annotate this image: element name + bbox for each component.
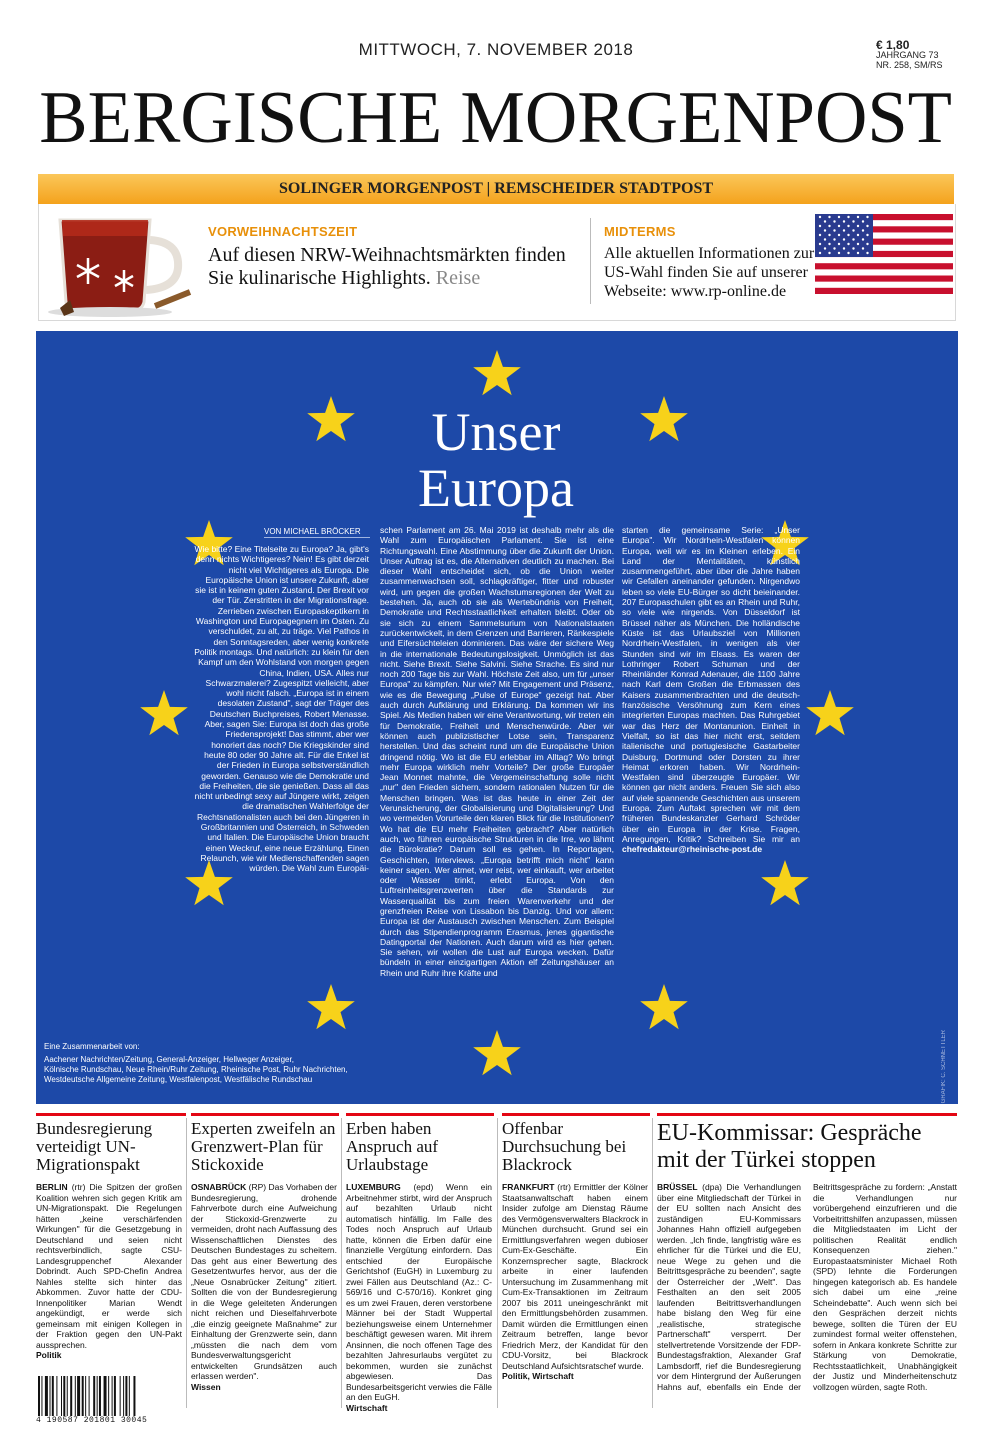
article-text: (epd) Wenn ein Arbeitnehmer stirbt, wird der Anspruch auf bezahlten Urlaub nicht automatisch hinfällig. Im Falle des Todes noch Anspruch auf Urlaub hatte, können die Erben dafür eine finanzielle Vergütung einfordern. Das entschied der Europäische Gerichtshof (EuGH) in Luxemburg zu zwei Fällen aus Deutschland (Az.: C-569/16 und C-570/16). Konkret ging es um zwei Frauen, deren verstorbene Männer bei der Stadt Wuppertal beziehungsweise einem Unternehmer beschäftigt gewesen waren. Mit ihrem Ansinnen, die noch offenen Tage des bezahlten Jahresurlaubs vergütet zu bekommen, wurden sie zunächst abgewiesen. Das Bundesarbeitsgericht verwies die Fälle an den EuGH. [346, 1182, 492, 1402]
column-divider [652, 1118, 653, 1408]
rule [657, 1113, 957, 1116]
article-body [36, 1182, 182, 1350]
dateline: OSNABRÜCK [191, 1182, 247, 1192]
dateline: BRÜSSEL [657, 1182, 698, 1192]
eu-star-icon [805, 690, 855, 740]
teaser-headline-text: Auf diesen NRW-Weihnachtsmärkten finden Sie kulinarische Highlights. [208, 244, 566, 289]
rule [36, 1113, 186, 1116]
column-divider [341, 1118, 342, 1408]
us-flag-icon[interactable] [815, 214, 953, 294]
article-stickoxide[interactable] [191, 1120, 337, 1392]
issue-number: NR. 258, SM/RS [876, 60, 943, 70]
lead-title-line2: Europa [418, 458, 574, 518]
article-headline: Bundesregierung verteidigt UN-Migrationspakt [36, 1119, 153, 1174]
article-text: (RP) Das Vorhaben der Bundesregierung, drohende Fahrverbote durch eine Aufweichung der Stickoxid-Grenzwerte zu vermeiden, droht nach Auffassung des Wissenschaftlichen Dienstes des Deutschen Bundestages zu scheitern. Das geht aus einer Bewertung des Gesetzentwurfes hervor, aus der die „Neue Osnabrücker Zeitung" zitiert. Sollten die von der Bundesregierung in die Wege geleiteten Änderungen nicht reichen und Dieselfahrverbote „die einzig geeignete Maßnahme" zur Einhaltung der Grenzwerte sein, dann „müssten die nach dem vom Bundesverwaltungsgericht entwickelten Grundsätzen auch erlassen werden". [191, 1182, 337, 1381]
teaser-kicker-christmas: VORWEIHNACHTSZEIT [208, 224, 358, 239]
rule [191, 1113, 339, 1116]
teaser-divider [590, 218, 591, 304]
editions-bar: SOLINGER MORGENPOST | REMSCHEIDER STADTPOST [38, 174, 954, 204]
article-body [346, 1182, 492, 1403]
dateline: FRANKFURT [502, 1182, 555, 1192]
article-migration[interactable] [36, 1120, 182, 1360]
eu-star-icon [139, 690, 189, 740]
article-tuerkei[interactable] [657, 1120, 957, 1392]
column-divider [497, 1118, 498, 1408]
article-headline: Experten zweifeln an Grenzwert-Plan für Stickoxide [191, 1119, 336, 1174]
article-blackrock[interactable] [502, 1120, 648, 1381]
rule [346, 1113, 494, 1116]
credit-line: Aachener Nachrichten/Zeitung, General-Anzeiger, Hellweger Anzeiger, [44, 1055, 294, 1064]
article-headline: EU-Kommissar: Gespräche mit der Türkei stoppen [657, 1120, 922, 1173]
article-body [502, 1182, 648, 1371]
volume: JAHRGANG 73 [876, 50, 939, 60]
masthead-title[interactable]: BERGISCHE MORGENPOST [39, 77, 952, 159]
eu-star-icon [472, 1030, 522, 1080]
eu-star-icon [639, 984, 689, 1034]
teaser-headline-christmas[interactable] [208, 244, 578, 290]
graphic-credit: GRAFIK: C. SCHNETTLER [941, 1030, 947, 1104]
credit-line: Kölnische Rundschau, Neue Rhein/Ruhr Zeitung, Rheinische Post, Ruhr Nachrichten, [44, 1065, 348, 1074]
credit-intro: Eine Zusammenarbeit von: [44, 1042, 140, 1051]
article-rubric: Politik, Wirtschaft [502, 1371, 574, 1381]
article-body [191, 1182, 337, 1382]
lead-column-1: Wie bitte? Eine Titelseite zu Europa? Ja, gibt's denn nichts Wichtigeres? Nein! Es gibt derzeit nicht viel Wichtigeres als Europa. Die Europäische Union ist unsere Zukunft, aber sie ist in keinem guten Zustand. Der Brexit vor der Tür. Zerstritten in der Migrationsfrage. Zerrieben zwischen Europaskeptikern in Washington und Europagegnern im Osten. Zu verschuldet, zu alt, zu träge. Viel Pathos in den Sonntagsreden, aber wenig konkrete Politik montags. Und natürlich: zu klein für den Kampf um den Wohlstand von morgen gegen China, Indien, USA. Alles nur Schwarzmalerei? Zugespitzt vielleicht, aber wohl nicht falsch. „Europa ist in einem desolaten Zustand", sagt der Träger des Deutschen Buchpreises, Robert Menasse. Aber, sagen Sie: Europa ist doch das große Friedensprojekt! Das stimmt, aber wer honoriert das noch? Die Kriegskinder sind heute 80 oder 90 Jahre alt. Für die Enkel ist der Frieden in Europa selbstverständlich geworden. Genauso wie die Demokratie und die Freiheiten, die sie genießen. Dass all das nicht unbedingt sexy auf Jüngere wirkt, zeigen die dramatischen Wahlerfolge der Rechtsnationalisten auch bei den Jüngeren in Großbritannien und Österreich, in Schweden und Italien. Die Europäische Union braucht einen Weckruf, eine neue Erzählung. Einen Relaunch, wie wir Medienschaffenden sagen würden. Die Wahl zum Europäi- [194, 544, 369, 874]
eu-star-icon [639, 396, 689, 446]
teaser-kicker-midterms: MIDTERMS [604, 224, 676, 239]
lead-column-3 [622, 525, 800, 855]
article-text: (dpa) Die Verhandlungen über eine Mitgliedschaft der Türkei in der EU sollten nach Ansicht des zuständigen EU-Kommissars Johannes Hahn offiziell aufgegeben werden. „Ich finde, langfristig wäre es ehrlicher für die Türkei und die EU, neue Wege zu gehen und die Beitrittsgespräche zu beenden", sagte der Österreicher der „Welt". Das Festhalten an den seit 2005 laufenden Beitrittsverhandlungen habe bislang den Weg für eine „realistische, strategische Partnerschaft" versperrt. Der stellvertretende Vorsitzende der FDP-Bundestagsfraktion, Alexander Graf Lambsdorff, rief die Bundesregierung vor dem Hintergrund der Äußerungen Hahns auf, ebenfalls ein Ende der Beitrittsgespräche zu fordern: „Anstatt die Verhandlungen nur vorübergehend einzufrieren und die Vorbeitrittshilfen anzupassen, müssen die Mitgliedstaaten im Licht der politischen Realität endlich Konsequenzen ziehen." Europastaatsminister Michael Roth (SPD) lehnte die Forderungen hingegen kategorisch ab. Es handele sich dabei um eine „reine Scheindebatte". Auch wenn sich bei den Gesprächen derzeit nichts bewege, sollten die Türen der EU zumindest formal weiter offenstehen, sofern in Ankara konkrete Schritte zur Stärkung von Demokratie, Rechtsstaatlichkeit, Unabhängigkeit der Justiz und Minderheitenschutz vollzogen würden, sagte Roth. [657, 1182, 957, 1392]
eu-star-icon [472, 350, 522, 400]
article-headline: Erben haben Anspruch auf Urlaubstage [346, 1119, 439, 1174]
article-text: (rtr) Die Spitzen der großen Koalition wehren sich gegen Kritik am UN-Migrationspakt. Die Regelungen hätten „keine verschärfenden Wirkungen" für die Gesetzgebung in Deutschland und seien nicht rechtsverbindlich, sagte CSU-Landesgruppenchef Alexander Dobrindt. Auch SPD-Chefin Andrea Nahles stellte sich hinter das Abkommen. Zuvor hatte der CDU-Innenpolitiker Marian Wendt angekündigt, er werde sich gemeinsam mit einigen Kollegen in der Fraktion gegen den UN-Pakt aussprechen. [36, 1182, 182, 1350]
column-divider [186, 1118, 187, 1408]
barcode-number: 4 190587 201801 30045 [36, 1416, 148, 1425]
dateline: BERLIN [36, 1182, 68, 1192]
credit-line: Westdeutsche Allgemeine Zeitung, Westfalenpost, Westfälische Rundschau [44, 1075, 313, 1084]
article-body [657, 1182, 957, 1392]
article-text: (rtr) Ermittler der Kölner Staatsanwaltschaft haben einem Insider zufolge am Dienstag Räume des Vermögensverwalters Blackrock in München durchsucht. Grund sei ein Ermittlungsverfahren wegen dubioser Cum-Ex-Geschäfte. Ein Konzernsprecher sagte, Blackrock arbeite in einer laufenden Untersuchung im Zusammenhang mit Cum-Ex-Transaktionen im Zeitraum 2007 bis 2011 uneingeschränkt mit den Ermittlungsbehörden zusammen. Damit würden die Ermittlungen einen Zeitraum betreffen, lange bevor Friedrich Merz, der Kandidat für den CDU-Vorsitz, bei Blackrock Deutschland Aufsichtsratschef wurde. [502, 1182, 648, 1371]
lead-column-2: schen Parlament am 26. Mai 2019 ist deshalb mehr als die Wahl zum Europäischen Parlament. Sie ist eine Richtungswahl. Eine Abstimmung über die Zukunft der Union. Unser Auftrag ist es, die Alternativen deutlich zu machen. Bei dieser Wahl entscheidet sich, ob die Union weiter zusammenwachsen soll, schlagkräftiger, fitter und robuster wird, um gegen die großen Wachstumsregionen der Welt zu bestehen. Ja, auch ob sie als Wertebündnis von Freiheit, Demokratie und Rechtsstaatlichkeit erhalten bleibt. Oder ob sie sich zu einem Sammelsurium von Nationalstaaten zurückentwickelt, in dem Grenzen und Barrieren, Ränkespiele und Eifersüchteleien dominieren. Das wäre der sichere Weg in die internationale Bedeutungslosigkeit. Unmöglich ist das nicht. Siehe Brexit. Siehe Salvini. Siehe Strache. Es sind nur noch 200 Tage bis zur Wahl. Höchste Zeit also, um für „unser Europa" zu kämpfen. Nur wie? Mit Engagement und Präsenz, wie es die Bewegung „Pulse of Europe" gezeigt hat. Aber auch durch Aufklärung und Erklärung. Da kommen wir ins Spiel. Als Medien haben wir eine Verantwortung, wir treten ein für Demokratie, Freiheit und Menschenwürde. Aber wir können auch publizistischer Lotse sein, Transparenz herstellen. Und das scheint rund um die Europäische Union dringend nötig. Wo ist die EU erlebbar im Alltag? Wo bringt mehr Europa wirklich mehr Vorteile? Der große Europäer Jean Monnet mahnte, die Vergemeinschaftung solle nicht „nur" den Frieden sichern, sondern rationalen Nutzen für die Menschen bringen. Was ist das heute in einer Zeit der Verunsicherung, der Globalisierung und Digitalisierung? Und wo vermeiden Vorurteile den klaren Blick für die Institutionen? Wo hat die EU mehr Freiheiten gebracht? Aber natürlich auch, wo führen europäische Strukturen in die Irre, wo lähmt die Bürokratie? Darum soll es gehen. In Reportagen, Geschichten, Interviews. „Europa betrifft mich nicht" kann keiner sagen. Wer atmet, wer reist, wer einkauft, wer arbeitet oder Wasser trinkt, erlebt Europa. Von den Luftreinheitsgrenzwerten über die Standards zur Wasserqualität bis zum freien Warenverkehr und der grenzfreien Reise von Lissabon bis Danzig. Und vor allem: Europa ist der Austausch zwischen Menschen. Zum Beispiel durch das Stipendienprogramm Erasmus, jenes gigantische Datingportal der Nationen. Auch darum wird es hier gehen. Sie sehen, wir wollen die Lust auf Europa wecken. Dafür bündeln in einer einzigartigen Aktion elf Zeitungshäuser an Rhein und Ruhr ihre Kräfte und [380, 525, 614, 978]
partner-credit [44, 1042, 348, 1085]
rule [502, 1113, 650, 1116]
teaser-headline-midterms[interactable]: Alle aktuellen Informationen zur US-Wahl finden Sie auf unserer Webseite: www.rp-online.de [604, 245, 815, 300]
issue-date: MITTWOCH, 7. NOVEMBER 2018 [358, 40, 634, 59]
lead-title[interactable] [386, 404, 606, 516]
lead-byline: VON MICHAEL BRÖCKER [264, 527, 370, 538]
eu-star-icon [760, 860, 810, 910]
article-headline: Offenbar Durchsuchung bei Blackrock [502, 1119, 627, 1174]
editor-email-link[interactable]: chefredakteur@rheinische-post.de [622, 844, 763, 855]
eu-star-icon [306, 396, 356, 446]
barcode [36, 1376, 176, 1416]
article-rubric: Wissen [191, 1381, 221, 1392]
lead-column-3-text: starten die gemeinsame Serie: „Unser Europa". Wir Nordrhein-Westfalen können Europa, weil wir es im Kleinen erleben. Ein Land der Mentalitäten, künstlich zusammengeführt, aber über die Jahre haben wir Gefallen aneinander gefunden. Nirgendwo leben so viele EU-Bürger so dicht beieinander. 207 Europaschulen gibt es an Rhein und Ruhr, so viele wie nirgends. Von Düsseldorf ist Brüssel näher als München. Die holländische Küste ist das Urlaubsziel von Millionen Nordrhein-Westfalen, in wenigen als vier Stunden sind wir im Elsass. Es waren der Lothringer Robert Schuman und der Rheinländer Konrad Adenauer, die 1100 Jahre nach Karl dem Großen die Erbmassen des Kaisers zusammenbrachten und die deutsch-französische Versöhnung zum Kern eines integrierten Europas machten. Das Ruhrgebiet war das Herz der Montanunion. Einheit in Vielfalt, so ist das hier nicht erst, seitdem italienische und portugiesische Gastarbeiter Duisburg, Dortmund oder Dorsten zu ihrer Heimat erkoren haben. Wir Nordrhein-Westfalen sind überzeugte Europäer. Wir können gar nicht anders. Freuen Sie sich also auf viele spannende Geschichten aus unserem Europa. Zum Auftakt sprechen wir mit dem früheren Bundeskanzler Gerhard Schröder über ein Europa in der Krise. Fragen, Anregungen, Kritik? Schreiben Sie mir an [622, 525, 800, 844]
price: € 1,80 [876, 38, 910, 52]
article-urlaub[interactable] [346, 1120, 492, 1413]
teaser-tag: Reise [435, 267, 481, 289]
dateline: LUXEMBURG [346, 1182, 401, 1192]
article-rubric: Wirtschaft [346, 1402, 388, 1413]
mulled-wine-image[interactable] [40, 180, 200, 320]
issue-meta [876, 40, 943, 70]
lead-title-line1: Unser [431, 402, 561, 462]
eu-star-icon [306, 984, 356, 1034]
article-rubric: Politik [36, 1350, 62, 1360]
